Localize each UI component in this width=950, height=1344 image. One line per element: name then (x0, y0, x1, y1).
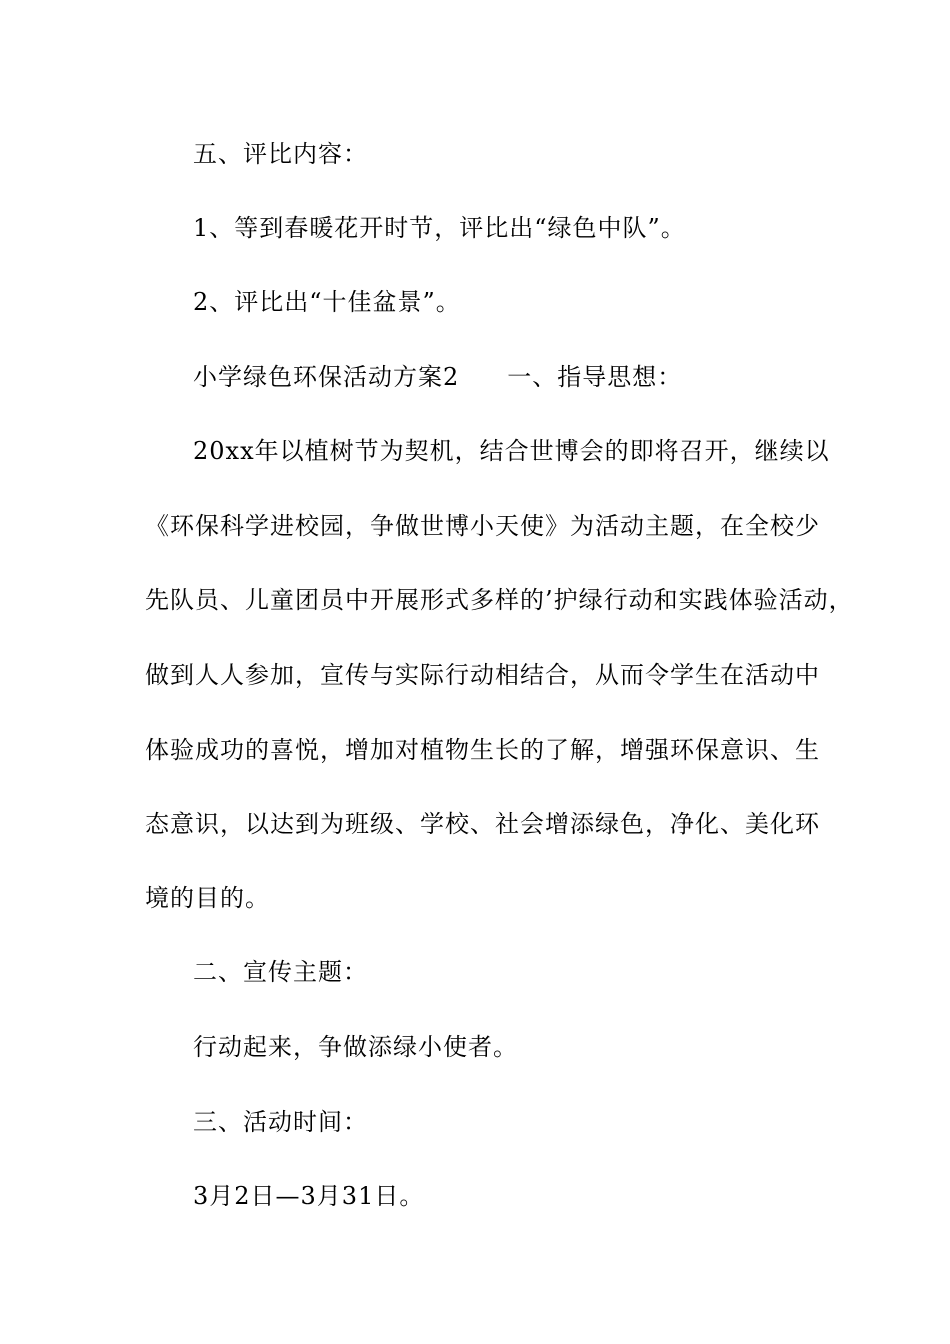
body-paragraph-line: 《环保科学进校园，争做世博小天使》为活动主题，在全校少 (145, 512, 820, 540)
plan-two-title-line (193, 361, 682, 393)
body-paragraph-line: 境的目的。 (145, 884, 270, 912)
body-paragraph-line: 20xx年以植树节为契机，结合世博会的即将召开，继续以 (193, 437, 830, 465)
evaluation-item-one: 1、等到春暖花开时节，评比出“绿色中队”。 (193, 214, 686, 242)
body-paragraph-line: 做到人人参加，宣传与实际行动相结合，从而令学生在活动中 (145, 661, 820, 689)
activity-time: 3月2日—3月31日。 (193, 1182, 425, 1210)
body-paragraph-line: 先队员、儿童团员中开展形式多样的’护绿行动和实践体验活动， (145, 586, 854, 614)
body-paragraph-line: 体验成功的喜悦，增加对植物生长的了解，增强环保意识、生 (145, 736, 820, 764)
body-paragraph-line: 态意识，以达到为班级、学校、社会增添绿色，净化、美化环 (145, 810, 820, 838)
plan-two-title: 小学绿色环保活动方案2 (193, 363, 460, 391)
evaluation-item-two: 2、评比出“十佳盆景”。 (193, 288, 461, 316)
section-two-heading: 二、宣传主题： (193, 958, 368, 986)
section-five-heading: 五、评比内容： (193, 140, 368, 168)
section-three-heading: 三、活动时间： (193, 1108, 368, 1136)
theme-text: 行动起来，争做添绿小使者。 (193, 1033, 518, 1061)
guiding-thought-heading: 一、指导思想： (507, 363, 683, 391)
